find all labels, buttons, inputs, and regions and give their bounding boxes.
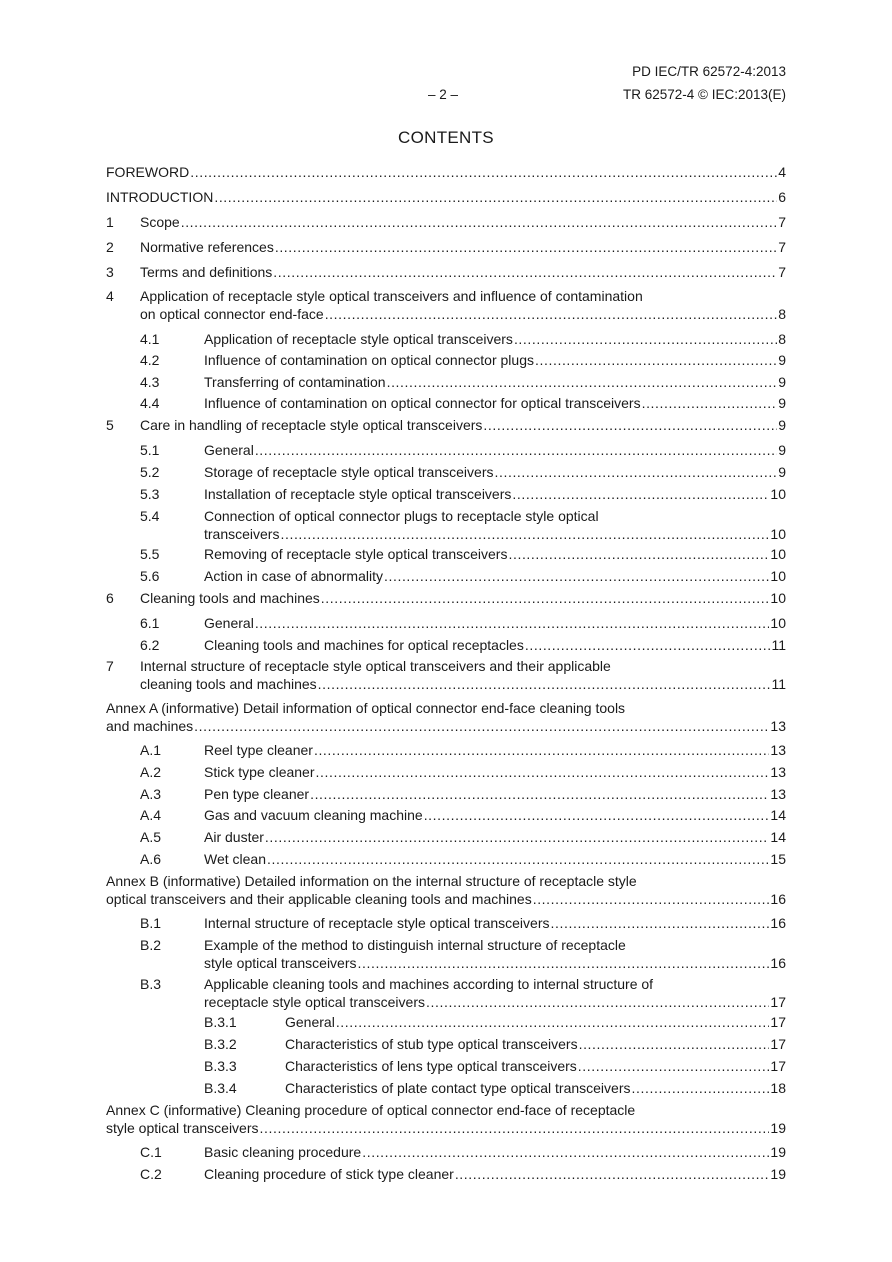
toc-entry[interactable] [106,1035,786,1053]
toc-entry-line [204,394,786,412]
toc-entry-page: 10 [770,526,786,542]
toc-entry-title: Pen type cleaner [204,786,310,802]
toc-entry-line [140,675,786,693]
toc-entry-title: Internal structure of receptacle style optical transceivers [204,915,550,931]
dot-leader [483,416,777,434]
toc-entry[interactable] [106,567,786,585]
toc-entry[interactable] [106,828,786,846]
toc-entry-line [204,828,786,846]
toc-entry-page: 9 [778,417,786,433]
toc-entry-title-continued: optical transceivers and their applicable cleaning tools and machines [106,891,532,907]
toc-entry-number: B.2 [140,937,162,953]
dot-leader [455,1165,770,1183]
toc-entry-title: Wet clean [204,851,266,867]
toc-entry-line [204,1143,786,1161]
toc-entry-page: 10 [770,568,786,584]
toc-entry-title: Example of the method to distinguish internal structure of receptacle [204,937,626,953]
toc-entry-line [204,545,786,563]
toc-entry-title: Reel type cleaner [204,742,313,758]
toc-entry-title: Storage of receptacle style optical transceivers [204,464,494,480]
toc-entry-title-continued: on optical connector end-face [140,306,324,322]
dot-leader [579,1035,770,1053]
toc-entry-page: 15 [770,851,786,867]
toc-entry[interactable] [106,636,786,654]
toc-entry[interactable] [106,351,786,369]
dot-leader [514,330,777,348]
toc-entry-number: B.3.1 [204,1014,237,1030]
toc-entry-page: 13 [770,786,786,802]
toc-entry-title: FOREWORD [106,164,190,180]
toc-entry-page: 6 [778,189,786,205]
toc-entry-title: Gas and vacuum cleaning machine [204,807,423,823]
toc-entry[interactable] [106,1057,786,1075]
toc-entry[interactable] [106,416,786,434]
toc-entry-title: Annex A (informative) Detail information of optical connector end-face cleaning tools [106,700,626,716]
toc-entry-number: A.4 [140,807,162,823]
toc-entry-number: 5.4 [140,508,160,524]
toc-entry-title: Cleaning procedure of stick type cleaner [204,1166,454,1182]
toc-entry-line [204,914,786,932]
toc-entry-line [204,485,786,503]
dot-leader [384,567,769,585]
toc-entry-title: Care in handling of receptacle style optical transceivers [140,417,483,433]
toc-entry[interactable] [106,975,786,1011]
toc-entry[interactable] [106,1079,786,1097]
toc-entry[interactable] [106,373,786,391]
toc-entry-number: 3 [106,264,114,280]
toc-entry-number: C.1 [140,1144,162,1160]
dot-leader [494,463,777,481]
toc-entry-page: 17 [770,1058,786,1074]
toc-entry-number: 2 [106,239,114,255]
dot-leader [275,238,777,256]
toc-entry-page: 9 [778,374,786,390]
toc-entry-title: Air duster [204,829,264,845]
toc-entry[interactable] [106,441,786,459]
toc-entry-page: 7 [778,214,786,230]
toc-entry-line [204,636,786,654]
toc-entry-line [285,1079,786,1097]
dot-leader [512,485,769,503]
toc-entry-number: B.3.2 [204,1036,237,1052]
toc-title: CONTENTS [398,128,494,147]
toc-entry[interactable] [106,507,786,543]
toc-entry-page: 10 [770,546,786,562]
toc-entry-number: 1 [106,214,114,230]
toc-entry-title: Annex B (informative) Detailed information on the internal structure of receptacle style [106,873,637,889]
toc-entry-page: 16 [770,955,786,971]
toc-entry-page: 7 [778,239,786,255]
toc-entry-title: Basic cleaning procedure [204,1144,362,1160]
page-number: – 2 – [428,87,459,102]
toc-entry[interactable] [106,1165,786,1183]
toc-entry-number: 4.1 [140,331,160,347]
toc-entry-number: 4 [106,288,114,304]
toc-entry-line [140,305,786,323]
toc-entry[interactable] [106,394,786,412]
toc-entry-page: 8 [778,331,786,347]
toc-entry[interactable] [106,188,786,206]
toc-entry-title: Annex C (informative) Cleaning procedure of optical connector end-face of receptacle [106,1102,636,1118]
dot-leader [424,806,770,824]
toc-entry-line [285,1035,786,1053]
toc-entry-title: Application of receptacle style optical transceivers [204,331,513,347]
toc-entry-number: B.1 [140,915,162,931]
dot-leader [533,890,770,908]
toc-entry-page: 8 [778,306,786,322]
toc-entry-line [204,850,786,868]
toc-entry-line [106,890,786,908]
toc-entry-line [204,441,786,459]
toc-entry-title: Installation of receptacle style optical transceivers [204,486,512,502]
toc-entry[interactable] [106,330,786,348]
toc-entry-number: A.6 [140,851,162,867]
toc-entry-line [106,717,786,735]
dot-leader [642,394,778,412]
toc-entry-number: 5.2 [140,464,160,480]
document-id: PD IEC/TR 62572-4:2013 [632,64,786,79]
toc-entry-title: Cleaning tools and machines [140,590,320,606]
toc-entry-line [106,188,786,206]
dot-leader [265,828,770,846]
dot-leader [255,614,770,632]
toc-entry[interactable] [106,485,786,503]
dot-leader [387,373,778,391]
toc-entry-title: Normative references [140,239,274,255]
toc-entry[interactable] [106,238,786,256]
dot-leader [260,1119,770,1137]
toc-entry-page: 10 [770,590,786,606]
toc-entry-number: 6.2 [140,637,160,653]
toc-entry[interactable] [106,699,786,735]
toc-entry[interactable] [106,914,786,932]
dot-leader [508,545,769,563]
toc-entry-page: 19 [770,1144,786,1160]
toc-entry-page: 19 [770,1120,786,1136]
toc-entry-number: 5.1 [140,442,160,458]
toc-entry-title: Characteristics of stub type optical transceivers [285,1036,578,1052]
dot-leader [362,1143,769,1161]
dot-leader [280,525,769,543]
toc-entry-title: General [204,442,254,458]
toc-entry[interactable] [106,657,786,693]
dot-leader [551,914,770,932]
toc-entry-title: Removing of receptacle style optical transceivers [204,546,508,562]
toc-entry-number: B.3.4 [204,1080,237,1096]
toc-entry-page: 9 [778,352,786,368]
toc-entry-page: 11 [771,676,786,692]
dot-leader [214,188,777,206]
toc-entry[interactable] [106,263,786,281]
toc-entry-line [140,213,786,231]
toc-entry-page: 17 [770,1036,786,1052]
dot-leader [535,351,777,369]
toc-entry-title: Action in case of abnormality [204,568,383,584]
toc-entry-page: 13 [770,764,786,780]
dot-leader [267,850,769,868]
toc-entry[interactable] [106,1013,786,1031]
toc-entry[interactable] [106,589,786,607]
toc-entry-number: 6.1 [140,615,160,631]
toc-entry-page: 13 [770,742,786,758]
toc-entry-page: 9 [778,464,786,480]
toc-entry[interactable] [106,806,786,824]
toc-entry-line [204,614,786,632]
dot-leader [426,993,769,1011]
toc-entry-number: 4.2 [140,352,160,368]
dot-leader [325,305,778,323]
toc-entry[interactable] [106,163,786,181]
toc-entry-line [204,806,786,824]
toc-entry-title: Internal structure of receptacle style optical transceivers and their applicable [140,658,611,674]
toc-entry-number: 4.4 [140,395,160,411]
toc-entry-number: C.2 [140,1166,162,1182]
toc-entry-number: B.3.3 [204,1058,237,1074]
toc-entry-title: Characteristics of plate contact type optical transceivers [285,1080,631,1096]
toc-entry-line [140,416,786,434]
toc-entry-page: 16 [770,891,786,907]
toc-entry-number: 5.6 [140,568,160,584]
toc-entry-number: B.3 [140,976,162,992]
toc-entry-title: Connection of optical connector plugs to receptacle style optical [204,508,599,524]
toc-entry[interactable] [106,872,786,908]
toc-entry[interactable] [106,614,786,632]
dot-leader [578,1057,770,1075]
toc-entry-line [204,993,786,1011]
dot-leader [318,675,771,693]
toc-entry-title: Cleaning tools and machines for optical receptacles [204,637,524,653]
toc-entry-title: Applicable cleaning tools and machines according to internal structure of [204,976,654,992]
dot-leader [190,163,777,181]
toc-entry-title: Characteristics of lens type optical transceivers [285,1058,577,1074]
toc-entry-line [204,373,786,391]
toc-entry[interactable] [106,463,786,481]
toc-entry-title: General [204,615,254,631]
toc-entry-line [204,1165,786,1183]
toc-entry-page: 19 [770,1166,786,1182]
toc-entry[interactable] [106,763,786,781]
toc-entry[interactable] [106,1143,786,1161]
toc-entry[interactable] [106,545,786,563]
dot-leader [525,636,771,654]
toc-entry-number: 5.3 [140,486,160,502]
toc-entry-title-continued: transceivers [204,526,280,542]
toc-entry[interactable] [106,1101,786,1137]
toc-entry-number: 6 [106,590,114,606]
toc-entry-page: 14 [770,807,786,823]
toc-entry-title: Transferring of contamination [204,374,386,390]
document-copyright: TR 62572-4 © IEC:2013(E) [622,87,786,102]
toc-entry-page: 17 [770,1014,786,1030]
dot-leader [273,263,777,281]
toc-entry-line [106,1119,786,1137]
toc-entry-title-continued: receptacle style optical transceivers [204,994,425,1010]
toc-entry-page: 10 [770,615,786,631]
toc-entry-title-continued: cleaning tools and machines [140,676,317,692]
toc-entry-title: Scope [140,214,180,230]
toc-entry[interactable] [106,287,786,323]
toc-entry-line [285,1013,786,1031]
toc-entry[interactable] [106,741,786,759]
toc-entry-page: 16 [770,915,786,931]
toc-entry-title: Influence of contamination on optical connector plugs [204,352,534,368]
toc-entry-line [204,463,786,481]
dot-leader [255,441,777,459]
dot-leader [336,1013,770,1031]
toc-entry-line [204,785,786,803]
toc-entry-number: A.2 [140,764,162,780]
toc-entry[interactable] [106,785,786,803]
toc-entry-title: Terms and definitions [140,264,273,280]
toc-entry-page: 18 [770,1080,786,1096]
toc-entry-page: 14 [770,829,786,845]
toc-entry-number: A.3 [140,786,162,802]
dot-leader [194,717,769,735]
toc-entry[interactable] [106,850,786,868]
toc-entry-page: 11 [771,637,786,653]
toc-entry-page: 17 [770,994,786,1010]
dot-leader [358,954,770,972]
toc-entry-number: 5 [106,417,114,433]
toc-entry-line [204,741,786,759]
toc-entry-page: 4 [778,164,786,180]
toc-entry-title-continued: style optical transceivers [204,955,357,971]
toc-entry-title: Stick type cleaner [204,764,315,780]
toc-entry-title: INTRODUCTION [106,189,214,205]
toc-entry-line [140,238,786,256]
toc-entry-line [204,954,786,972]
toc-entry-page: 10 [770,486,786,502]
toc-entry[interactable] [106,936,786,972]
toc-entry-line [204,525,786,543]
toc-entry-number: 4.3 [140,374,160,390]
toc-entry-page: 13 [770,718,786,734]
toc-entry-number: A.5 [140,829,162,845]
dot-leader [316,763,770,781]
toc-entry-line [204,567,786,585]
toc-entry-title: Influence of contamination on optical connector for optical transceivers [204,395,641,411]
toc-entry-line [204,763,786,781]
dot-leader [314,741,769,759]
toc-entry-line [204,330,786,348]
toc-entry-line [285,1057,786,1075]
toc-entry-line [106,163,786,181]
toc-entry-number: A.1 [140,742,162,758]
dot-leader [181,213,778,231]
dot-leader [321,589,770,607]
toc-entry-page: 9 [778,395,786,411]
toc-entry-title-continued: and machines [106,718,194,734]
toc-entry-title-continued: style optical transceivers [106,1120,259,1136]
toc-entry-line [140,589,786,607]
toc-entry-page: 9 [778,442,786,458]
toc-entry-line [140,263,786,281]
dot-leader [632,1079,770,1097]
dot-leader [310,785,769,803]
toc-entry-number: 7 [106,658,114,674]
toc-entry-page: 7 [778,264,786,280]
toc-entry-line [204,351,786,369]
toc-entry-title: General [285,1014,335,1030]
toc-entry[interactable] [106,213,786,231]
toc-entry-number: 5.5 [140,546,160,562]
toc-entry-title: Application of receptacle style optical transceivers and influence of contamination [140,288,643,304]
